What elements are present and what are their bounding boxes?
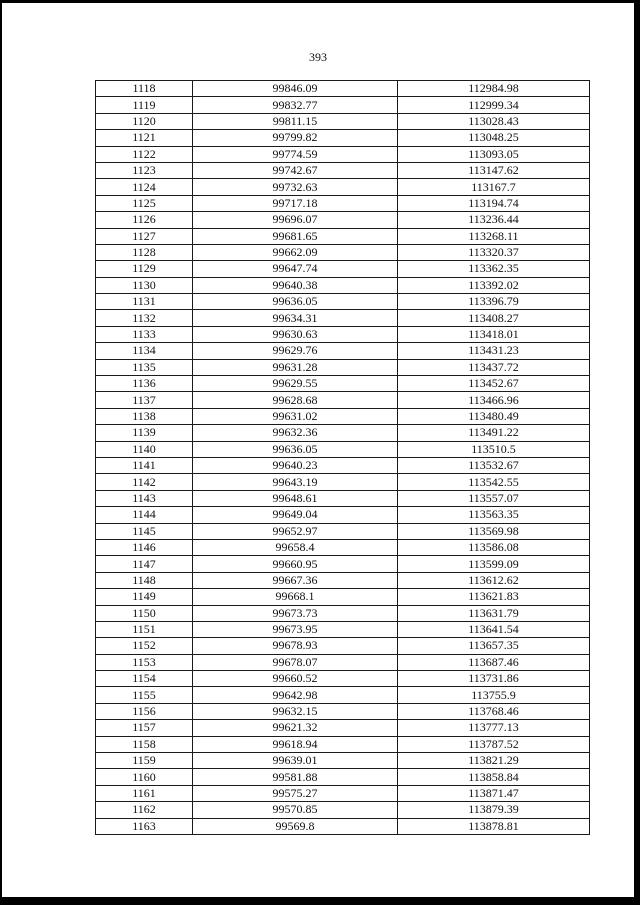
table-row <box>96 654 590 670</box>
x-coordinate-cell: 99621.32 <box>193 720 398 736</box>
y-coordinate-cell: 113731.86 <box>398 671 590 687</box>
point-number-cell: 1150 <box>96 605 193 621</box>
x-coordinate-cell: 99569.8 <box>193 818 398 834</box>
y-coordinate-cell: 113093.05 <box>398 146 590 162</box>
y-coordinate-cell: 113542.55 <box>398 474 590 490</box>
table-row <box>96 687 590 703</box>
point-number-cell: 1130 <box>96 277 193 293</box>
point-number-cell: 1138 <box>96 408 193 424</box>
point-number-cell: 1129 <box>96 261 193 277</box>
point-number-cell: 1125 <box>96 195 193 211</box>
x-coordinate-cell: 99575.27 <box>193 785 398 801</box>
coordinate-table <box>95 80 590 835</box>
x-coordinate-cell: 99681.65 <box>193 228 398 244</box>
y-coordinate-cell: 113687.46 <box>398 654 590 670</box>
x-coordinate-cell: 99673.95 <box>193 621 398 637</box>
x-coordinate-cell: 99647.74 <box>193 261 398 277</box>
table-row <box>96 294 590 310</box>
table-row <box>96 212 590 228</box>
table-row <box>96 589 590 605</box>
y-coordinate-cell: 113879.39 <box>398 802 590 818</box>
table-row <box>96 523 590 539</box>
y-coordinate-cell: 113821.29 <box>398 753 590 769</box>
y-coordinate-cell: 113871.47 <box>398 785 590 801</box>
y-coordinate-cell: 113362.35 <box>398 261 590 277</box>
table-row <box>96 474 590 490</box>
x-coordinate-cell: 99774.59 <box>193 146 398 162</box>
y-coordinate-cell: 113557.07 <box>398 490 590 506</box>
x-coordinate-cell: 99660.52 <box>193 671 398 687</box>
table-row <box>96 343 590 359</box>
point-number-cell: 1139 <box>96 425 193 441</box>
table-row <box>96 769 590 785</box>
point-number-cell: 1155 <box>96 687 193 703</box>
point-number-cell: 1151 <box>96 621 193 637</box>
point-number-cell: 1158 <box>96 736 193 752</box>
x-coordinate-cell: 99832.77 <box>193 97 398 113</box>
x-coordinate-cell: 99660.95 <box>193 556 398 572</box>
x-coordinate-cell: 99811.15 <box>193 113 398 129</box>
x-coordinate-cell: 99696.07 <box>193 212 398 228</box>
y-coordinate-cell: 113599.09 <box>398 556 590 572</box>
y-coordinate-cell: 113167.7 <box>398 179 590 195</box>
x-coordinate-cell: 99846.09 <box>193 81 398 97</box>
x-coordinate-cell: 99667.36 <box>193 572 398 588</box>
table-row <box>96 392 590 408</box>
table-row <box>96 720 590 736</box>
y-coordinate-cell: 113612.62 <box>398 572 590 588</box>
table-row <box>96 572 590 588</box>
table-row <box>96 244 590 260</box>
table-row <box>96 441 590 457</box>
y-coordinate-cell: 113431.23 <box>398 343 590 359</box>
y-coordinate-cell: 113396.79 <box>398 294 590 310</box>
page-number: 393 <box>309 50 327 64</box>
y-coordinate-cell: 113777.13 <box>398 720 590 736</box>
table-row <box>96 326 590 342</box>
table-row <box>96 818 590 834</box>
y-coordinate-cell: 113236.44 <box>398 212 590 228</box>
x-coordinate-cell: 99639.01 <box>193 753 398 769</box>
point-number-cell: 1120 <box>96 113 193 129</box>
x-coordinate-cell: 99648.61 <box>193 490 398 506</box>
point-number-cell: 1161 <box>96 785 193 801</box>
table-row <box>96 621 590 637</box>
table-row <box>96 277 590 293</box>
y-coordinate-cell: 113532.67 <box>398 457 590 473</box>
x-coordinate-cell: 99643.19 <box>193 474 398 490</box>
y-coordinate-cell: 113048.25 <box>398 130 590 146</box>
y-coordinate-cell: 112999.34 <box>398 97 590 113</box>
x-coordinate-cell: 99629.55 <box>193 376 398 392</box>
table-row <box>96 310 590 326</box>
x-coordinate-cell: 99673.73 <box>193 605 398 621</box>
table-row <box>96 638 590 654</box>
point-number-cell: 1159 <box>96 753 193 769</box>
y-coordinate-cell: 113641.54 <box>398 621 590 637</box>
x-coordinate-cell: 99632.15 <box>193 703 398 719</box>
y-coordinate-cell: 113491.22 <box>398 425 590 441</box>
x-coordinate-cell: 99732.63 <box>193 179 398 195</box>
y-coordinate-cell: 113878.81 <box>398 818 590 834</box>
y-coordinate-cell: 113755.9 <box>398 687 590 703</box>
point-number-cell: 1147 <box>96 556 193 572</box>
y-coordinate-cell: 112984.98 <box>398 81 590 97</box>
point-number-cell: 1141 <box>96 457 193 473</box>
x-coordinate-cell: 99631.28 <box>193 359 398 375</box>
table-row <box>96 785 590 801</box>
table-row <box>96 261 590 277</box>
y-coordinate-cell: 113392.02 <box>398 277 590 293</box>
y-coordinate-cell: 113586.08 <box>398 539 590 555</box>
point-number-cell: 1163 <box>96 818 193 834</box>
y-coordinate-cell: 113147.62 <box>398 162 590 178</box>
point-number-cell: 1146 <box>96 539 193 555</box>
document-page <box>2 3 634 897</box>
point-number-cell: 1135 <box>96 359 193 375</box>
x-coordinate-cell: 99642.98 <box>193 687 398 703</box>
x-coordinate-cell: 99629.76 <box>193 343 398 359</box>
y-coordinate-cell: 113268.11 <box>398 228 590 244</box>
x-coordinate-cell: 99636.05 <box>193 441 398 457</box>
point-number-cell: 1131 <box>96 294 193 310</box>
x-coordinate-cell: 99618.94 <box>193 736 398 752</box>
table-row <box>96 97 590 113</box>
y-coordinate-cell: 113194.74 <box>398 195 590 211</box>
point-number-cell: 1123 <box>96 162 193 178</box>
point-number-cell: 1154 <box>96 671 193 687</box>
y-coordinate-cell: 113657.35 <box>398 638 590 654</box>
point-number-cell: 1140 <box>96 441 193 457</box>
point-number-cell: 1145 <box>96 523 193 539</box>
table-row <box>96 605 590 621</box>
point-number-cell: 1121 <box>96 130 193 146</box>
x-coordinate-cell: 99649.04 <box>193 507 398 523</box>
table-row <box>96 195 590 211</box>
point-number-cell: 1137 <box>96 392 193 408</box>
point-number-cell: 1132 <box>96 310 193 326</box>
table-row <box>96 146 590 162</box>
point-number-cell: 1134 <box>96 343 193 359</box>
y-coordinate-cell: 113631.79 <box>398 605 590 621</box>
x-coordinate-cell: 99799.82 <box>193 130 398 146</box>
table-row <box>96 507 590 523</box>
x-coordinate-cell: 99640.23 <box>193 457 398 473</box>
x-coordinate-cell: 99634.31 <box>193 310 398 326</box>
point-number-cell: 1156 <box>96 703 193 719</box>
table-row <box>96 802 590 818</box>
x-coordinate-cell: 99632.36 <box>193 425 398 441</box>
x-coordinate-cell: 99668.1 <box>193 589 398 605</box>
point-number-cell: 1148 <box>96 572 193 588</box>
point-number-cell: 1122 <box>96 146 193 162</box>
x-coordinate-cell: 99742.67 <box>193 162 398 178</box>
table-row <box>96 359 590 375</box>
y-coordinate-cell: 113466.96 <box>398 392 590 408</box>
table-row <box>96 490 590 506</box>
table-row <box>96 703 590 719</box>
table-row <box>96 130 590 146</box>
point-number-cell: 1118 <box>96 81 193 97</box>
y-coordinate-cell: 113480.49 <box>398 408 590 424</box>
point-number-cell: 1157 <box>96 720 193 736</box>
table-row <box>96 376 590 392</box>
y-coordinate-cell: 113028.43 <box>398 113 590 129</box>
table-row <box>96 753 590 769</box>
point-number-cell: 1124 <box>96 179 193 195</box>
x-coordinate-cell: 99640.38 <box>193 277 398 293</box>
point-number-cell: 1162 <box>96 802 193 818</box>
table-row <box>96 556 590 572</box>
table-row <box>96 113 590 129</box>
point-number-cell: 1153 <box>96 654 193 670</box>
y-coordinate-cell: 113621.83 <box>398 589 590 605</box>
x-coordinate-cell: 99581.88 <box>193 769 398 785</box>
point-number-cell: 1126 <box>96 212 193 228</box>
coordinate-table-body <box>96 81 590 835</box>
x-coordinate-cell: 99570.85 <box>193 802 398 818</box>
point-number-cell: 1144 <box>96 507 193 523</box>
point-number-cell: 1127 <box>96 228 193 244</box>
point-number-cell: 1160 <box>96 769 193 785</box>
table-row <box>96 457 590 473</box>
y-coordinate-cell: 113510.5 <box>398 441 590 457</box>
table-row <box>96 408 590 424</box>
point-number-cell: 1133 <box>96 326 193 342</box>
table-row <box>96 539 590 555</box>
y-coordinate-cell: 113569.98 <box>398 523 590 539</box>
x-coordinate-cell: 99678.07 <box>193 654 398 670</box>
table-row <box>96 162 590 178</box>
y-coordinate-cell: 113563.35 <box>398 507 590 523</box>
x-coordinate-cell: 99678.93 <box>193 638 398 654</box>
x-coordinate-cell: 99636.05 <box>193 294 398 310</box>
y-coordinate-cell: 113437.72 <box>398 359 590 375</box>
point-number-cell: 1142 <box>96 474 193 490</box>
x-coordinate-cell: 99658.4 <box>193 539 398 555</box>
x-coordinate-cell: 99717.18 <box>193 195 398 211</box>
y-coordinate-cell: 113768.46 <box>398 703 590 719</box>
x-coordinate-cell: 99631.02 <box>193 408 398 424</box>
point-number-cell: 1119 <box>96 97 193 113</box>
point-number-cell: 1128 <box>96 244 193 260</box>
table-row <box>96 425 590 441</box>
y-coordinate-cell: 113787.52 <box>398 736 590 752</box>
y-coordinate-cell: 113418.01 <box>398 326 590 342</box>
x-coordinate-cell: 99652.97 <box>193 523 398 539</box>
y-coordinate-cell: 113408.27 <box>398 310 590 326</box>
y-coordinate-cell: 113452.67 <box>398 376 590 392</box>
x-coordinate-cell: 99628.68 <box>193 392 398 408</box>
point-number-cell: 1152 <box>96 638 193 654</box>
x-coordinate-cell: 99662.09 <box>193 244 398 260</box>
table-row <box>96 228 590 244</box>
table-row <box>96 81 590 97</box>
x-coordinate-cell: 99630.63 <box>193 326 398 342</box>
table-row <box>96 179 590 195</box>
y-coordinate-cell: 113858.84 <box>398 769 590 785</box>
point-number-cell: 1136 <box>96 376 193 392</box>
point-number-cell: 1143 <box>96 490 193 506</box>
y-coordinate-cell: 113320.37 <box>398 244 590 260</box>
point-number-cell: 1149 <box>96 589 193 605</box>
table-row <box>96 671 590 687</box>
table-row <box>96 736 590 752</box>
